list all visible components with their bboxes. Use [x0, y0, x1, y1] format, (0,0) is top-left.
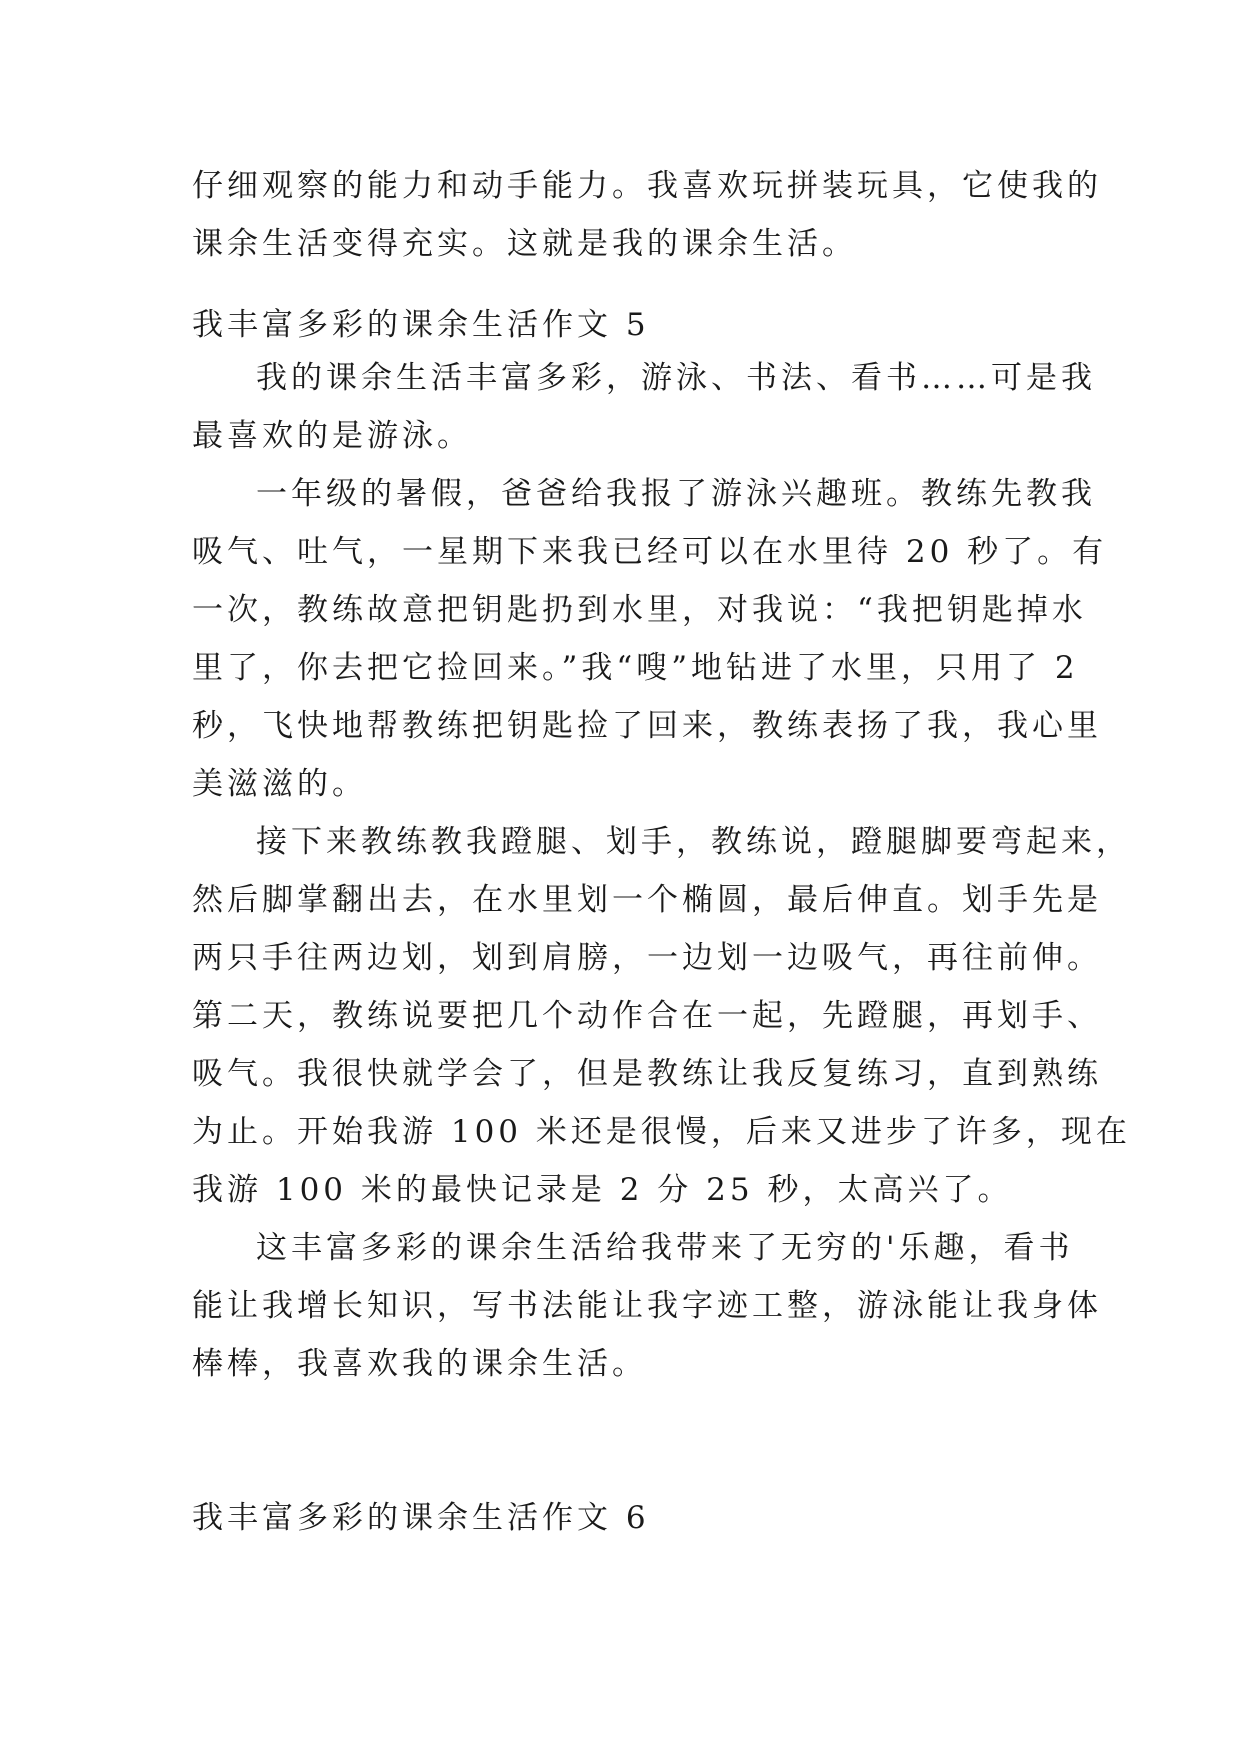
paragraph-2-line: 里了，你去把它捡回来。”我“嗖”地钻进了水里，只用了 2: [192, 650, 1079, 686]
paragraph-3-line: 为止。开始我游 100 米还是很慢，后来又进步了许多，现在: [192, 1114, 1131, 1150]
paragraph-2-line: 美滋滋的。: [192, 766, 367, 802]
paragraph-1-line: 我的课余生活丰富多彩，游泳、书法、看书……可是我: [256, 360, 1096, 396]
text-line: 仔细观察的能力和动手能力。我喜欢玩拼装玩具，它使我的: [192, 168, 1102, 204]
paragraph-3-line: 两只手往两边划，划到肩膀，一边划一边吸气，再往前伸。: [192, 940, 1102, 976]
paragraph-3-line: 接下来教练教我蹬腿、划手，教练说，蹬腿脚要弯起来，: [256, 824, 1131, 860]
paragraph-4-line: 这丰富多彩的课余生活给我带来了无穷的'乐趣，看书: [256, 1230, 1074, 1266]
paragraph-2-line: 秒，飞快地帮教练把钥匙捡了回来，教练表扬了我，我心里: [192, 708, 1102, 744]
intro-paragraph: [192, 157, 1102, 273]
paragraph-2-line: 吸气、吐气，一星期下来我已经可以在水里待 20 秒了。有: [192, 534, 1108, 570]
paragraph-4-line: 能让我增长知识，写书法能让我字迹工整，游泳能让我身体: [192, 1288, 1102, 1324]
paragraph-2-line: 一次，教练故意把钥匙扔到水里，对我说：“我把钥匙掉水: [192, 592, 1087, 628]
paragraph-3-line: 然后脚掌翻出去，在水里划一个椭圆，最后伸直。划手先是: [192, 882, 1102, 918]
paragraph-3-line: 我游 100 米的最快记录是 2 分 25 秒，太高兴了。: [192, 1172, 1013, 1208]
paragraph-2-line: 一年级的暑假，爸爸给我报了游泳兴趣班。教练先教我: [256, 476, 1096, 512]
text-line: 课余生活变得充实。这就是我的课余生活。: [192, 226, 857, 262]
paragraph-4-line: 棒棒，我喜欢我的课余生活。: [192, 1346, 647, 1382]
essay-5-body: [192, 349, 1131, 1393]
paragraph-1-line: 最喜欢的是游泳。: [192, 418, 472, 454]
paragraph-3-line: 吸气。我很快就学会了，但是教练让我反复练习，直到熟练: [192, 1056, 1102, 1092]
essay-5-heading: 我丰富多彩的课余生活作文 5: [192, 307, 650, 343]
paragraph-3-line: 第二天，教练说要把几个动作合在一起，先蹬腿，再划手、: [192, 998, 1102, 1034]
essay-6-heading: 我丰富多彩的课余生活作文 6: [192, 1500, 650, 1536]
